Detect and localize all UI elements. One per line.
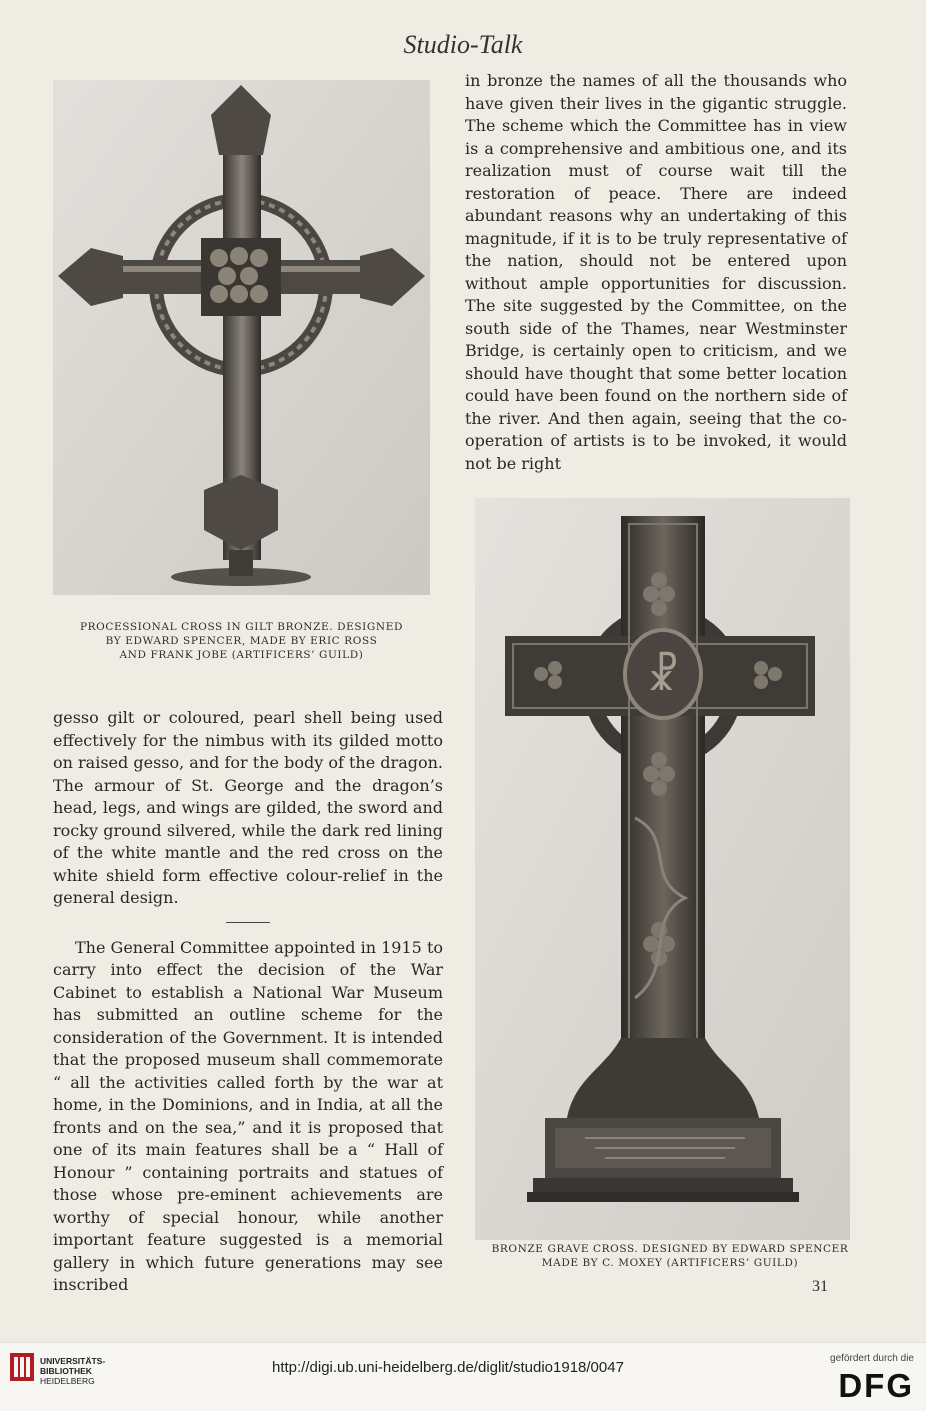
- funded-by-label: gefördert durch die: [830, 1353, 914, 1364]
- caption-line: BY EDWARD SPENCER, MADE BY ERIC ROSS: [105, 635, 378, 647]
- permalink-url[interactable]: http://digi.ub.uni-heidelberg.de/diglit/studio1918/0047: [272, 1359, 624, 1376]
- library-name-line: UNIVERSITÄTS-: [40, 1356, 106, 1366]
- library-name: [40, 1356, 105, 1386]
- library-city: HEIDELBERG: [40, 1376, 95, 1386]
- body-paragraph: in bronze the names of all the thousands who have given their lives in the gigantic struggle. The scheme which the Committee has in view is a comprehensive and ambitious one, and its realization must of course wait till the restoration of peace. There are indeed abundant reasons why an undertaking of this magnitude, if it is to be truly representative of the nation, should not be entered upon without ample opportunities for discussion. The site suggested by the Committee, on the south side of the Thames, near Westminster Bridge, is certainly open to criticism, and we should have thought that some better location could have been found on the northern side of the river. And then again, seeing that the co-operation of artists is to be invoked, it would not be right: [465, 71, 847, 473]
- digitization-footer: [0, 1342, 926, 1411]
- dfg-logo: DFG: [838, 1367, 914, 1404]
- processional-cross-illustration: [53, 80, 430, 595]
- body-paragraph: gesso gilt or coloured, pearl shell being used effectively for the nimbus with its gilded motto on raised gesso, and for the body of the dragon. The armour of St. George and the dragon’s head, legs, and wings are gilded, the sword and rocky ground silvered, while the dark red lining of the white mantle and the red cross on the white shield form effective colour-relief in the general design.: [53, 708, 443, 907]
- left-column-text: [53, 707, 443, 1297]
- caption-line: AND FRANK JOBE (ARTIFICERS’ GUILD): [119, 649, 364, 661]
- body-paragraph: The General Committee appointed in 1915 to carry into effect the decision of the War Cabinet to establish a National War Museum has submitted an outline scheme for the consideration of the Government. It is intended that the proposed museum shall commemorate “ all the activities called forth by the war at home, in the Dominions, and in India, at all the fronts and on the sea,” and it is proposed that one of its main features shall be a “ Hall of Honour ” containing portraits and statues of those whose pre-eminent achievements are worthy of special honour, while another important feature suggested is a memorial gallery in which future generations may see inscribed: [53, 937, 443, 1294]
- section-divider: [226, 922, 270, 923]
- processional-cross-photo: [53, 80, 430, 595]
- running-header: Studio-Talk: [403, 30, 523, 59]
- grave-cross-caption: [465, 1242, 875, 1270]
- page-number: 31: [812, 1278, 828, 1295]
- library-logo-icon: [8, 1351, 36, 1383]
- caption-line: MADE BY C. MOXEY (ARTIFICERS’ GUILD): [541, 1257, 799, 1269]
- svg-text:☧: ☧: [646, 651, 680, 700]
- caption-line: BRONZE GRAVE CROSS. DESIGNED BY EDWARD SPENCER: [491, 1243, 849, 1255]
- processional-cross-caption: [53, 620, 430, 662]
- grave-cross-illustration: [475, 498, 850, 1240]
- right-column-text: [465, 70, 847, 475]
- grave-cross-photo: [475, 498, 850, 1240]
- library-name-line: BIBLIOTHEK: [40, 1366, 92, 1376]
- caption-line: PROCESSIONAL CROSS IN GILT BRONZE. DESIGNED: [79, 621, 403, 633]
